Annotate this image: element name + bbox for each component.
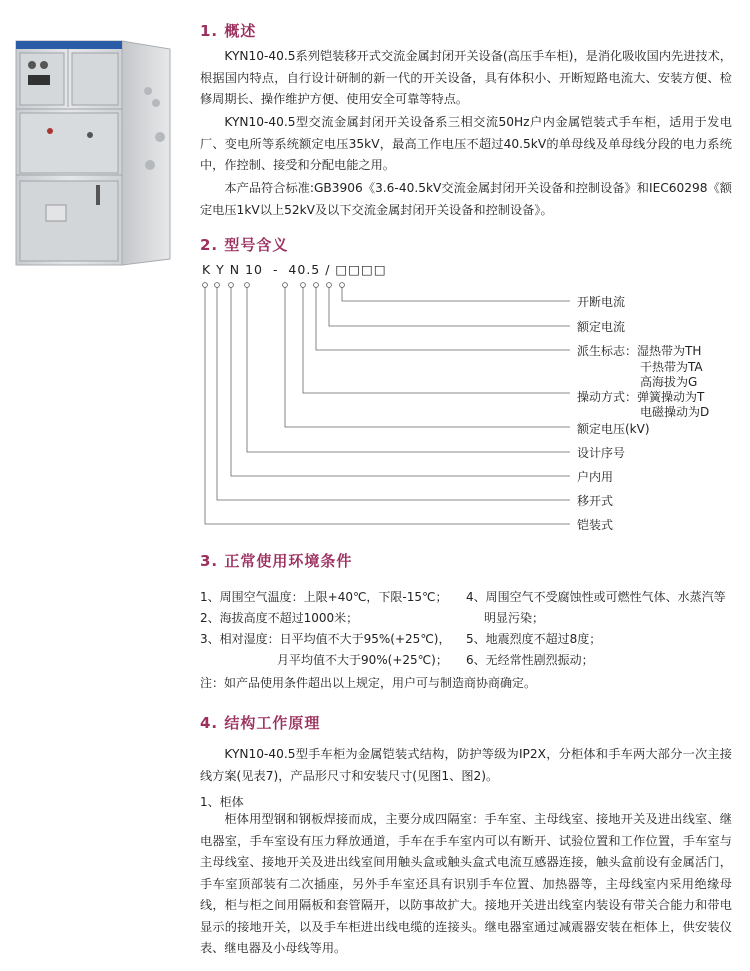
section-1-para-2: KYN10-40.5型交流金属封闭开关设备系三相交流50Hz户内金属铠装式手车柜，适用于发电厂、变电所等系统额定电压35kV，最高工作电压不超过40.5kV的单母线及单母线分段的电力系统中，作控制、接受和分配电能之用。 [200, 115, 732, 172]
label-operation-t: 操动方式：弹簧操动为T [577, 390, 705, 404]
section-4-sub-1: 1、柜体 [200, 795, 244, 809]
condition-4: 4、周围空气不受腐蚀性或可燃性气体、水蒸汽等 [466, 590, 726, 604]
condition-2: 2、海拔高度不超过1000米； [200, 611, 359, 625]
section-1-para-3: 本产品符合标准:GB3906《3.6-40.5kV交流金属封闭开关设备和控制设备》和IEC60298《额定电压1kV以上52kV及以下交流金属封闭开关设备和控制设备》。 [200, 181, 732, 217]
label-rated-current: 额定电流 [577, 320, 626, 334]
label-rated-voltage: 额定电压(kV) [577, 422, 650, 436]
condition-5: 5、地震烈度不超过8度； [466, 632, 602, 646]
section-4-para-1: KYN10-40.5型手车柜为金属铠装式结构，防护等级为IP2X，分柜体和手车两大部分一次主接线方案(见表7)，产品形尺寸和安装尺寸(见图1、图2)。 [200, 747, 732, 783]
model-code: K Y N 10 - 40.5 / □□□□ [202, 262, 387, 277]
section-4-para-2: 柜体用型钢和钢板焊接而成，主要分成四隔室：手车室、主母线室、接地开关及进出线室、继电器室，手车室设有压力释放通道，手车在手车室内可以有断开、试验位置和工作位置，手车室与主母线室、接地开关及进出线室间用触头盒或触头盒式电流互感器连接，触头盒前设有金属活门，手车室顶部装有二次插座，另外手车室还具有识别手车位置、加热器等，主母线室内采用绝缘母线，柜与柜之间用隔板和套管隔开，以防事故扩大。接地开关进出线室内装设有带关合能力和带电显示的接地开关，以及手车柜进出线电缆的连接头。继电器室通过减震器安装在柜体上，供安装仪表、继电器及小母线等用。 [200, 812, 732, 955]
section-2-title: 2. 型号含义 [200, 236, 289, 254]
label-breaking-current: 开断电流 [577, 295, 626, 309]
switchgear-cabinet-image [10, 35, 178, 267]
condition-1: 1、周围空气温度：上限+40℃，下限-15℃； [200, 590, 448, 604]
label-operation-d: 电磁操动为D [640, 405, 710, 419]
section-3-title: 3. 正常使用环境条件 [200, 552, 353, 570]
section-1-title: 1. 概述 [200, 22, 257, 40]
model-diagram [200, 275, 600, 530]
label-metal-clad: 铠装式 [577, 518, 614, 532]
label-indoor: 户内用 [577, 470, 614, 484]
label-withdrawable: 移开式 [577, 494, 614, 508]
label-derivation-g: 高海拔为G [640, 375, 698, 389]
condition-4b: 明显污染； [484, 611, 545, 625]
label-design-serial: 设计序号 [577, 446, 626, 460]
label-derivation-th: 派生标志：湿热带为TH [577, 344, 702, 358]
condition-6: 6、无经常性剧烈振动； [466, 653, 594, 667]
condition-3: 3、相对湿度：日平均值不大于95%(+25℃)， [200, 632, 451, 646]
condition-3b: 月平均值不大于90%(+25℃)； [277, 653, 448, 667]
section-4-title: 4. 结构工作原理 [200, 714, 321, 732]
label-derivation-ta: 干热带为TA [640, 360, 703, 374]
conditions-note: 注：如产品使用条件超出以上规定，用户可与制造商协商确定。 [200, 676, 537, 690]
section-1-para-1: KYN10-40.5系列铠装移开式交流金属封闭开关设备(高压手车柜)，是消化吸收国内先进技术，根据国内特点，自行设计研制的新一代的开关设备，具有体积小、开断短路电流大、安装方便、检修周期长、操作维护方便、使用安全可靠等特点。 [200, 49, 732, 106]
